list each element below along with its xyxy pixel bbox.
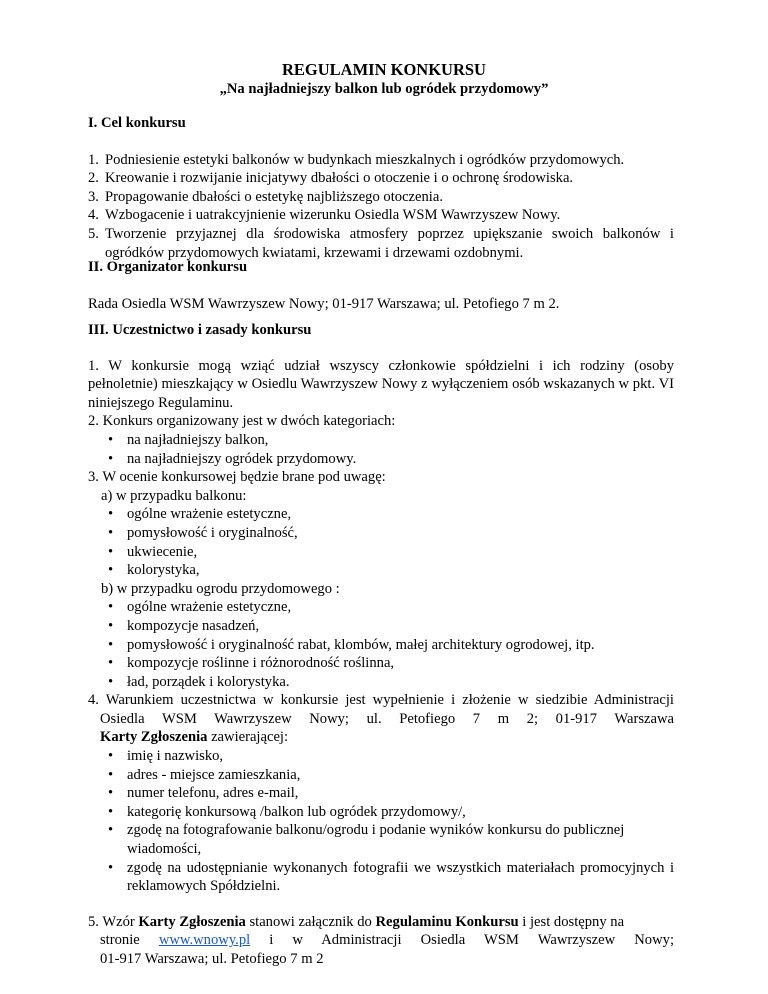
list-item: • kolorystyka, (88, 561, 674, 580)
list-item: • kompozycje nasadzeń, (88, 617, 674, 636)
text-run: stanowi załącznik do (245, 913, 376, 930)
list-item: • zgodę na fotografowanie balkonu/ogrodu i podanie wyników konkursu do publicznej wiadomości, (88, 821, 674, 858)
text-run: i jest dostępny na (518, 913, 625, 930)
bold-term: Karty Zgłoszenia (138, 913, 246, 930)
rules-subheading-garden: b) w przypadku ogrodu przydomowego : (101, 580, 340, 597)
item-number: 3. (88, 188, 99, 205)
section-heading: II. Organizator konkursu (88, 259, 248, 275)
item-number: 4. (88, 207, 99, 224)
text-run: 5. Wzór (88, 913, 139, 930)
text-run: stronie (100, 932, 159, 949)
rules-paragraph-3: 3. W ocenie konkursowej będzie brane pod uwagę: (88, 469, 386, 486)
text-run: i w Administracji Osiedla WSM Wawrzyszew Nowy; (250, 932, 674, 949)
list-item: • pomysłowość i oryginalność, (88, 524, 674, 543)
section-heading: I. Cel konkursu (88, 115, 186, 131)
paragraph-line: 01-917 Warszawa; ul. Petofiego 7 m 2 (100, 951, 324, 967)
bold-term: Karty Zgłoszenia (100, 729, 208, 746)
list-item: • pomysłowość i oryginalność rabat, klombów, małej architektury ogrodowej, itp. (88, 636, 674, 655)
item-text: Wzbogacenie i uatrakcyjnienie wizerunku Osiedla WSM Wawrzyszew Nowy. (105, 207, 561, 224)
list-item: • na najładniejszy ogródek przydomowy. (88, 450, 674, 469)
list-item: • numer telefonu, adres e-mail, (88, 784, 674, 803)
text-run: zawierającej: (207, 729, 289, 746)
list-item (88, 225, 674, 262)
paragraph-line: 4. Warunkiem uczestnictwa w konkursie jest wypełnienie i złożenie w siedzibie Administracji (88, 692, 674, 709)
rules-paragraph-4 (88, 691, 674, 747)
list-item: • kompozycje roślinne i różnorodność roślinna, (88, 654, 674, 673)
paragraph-line (88, 931, 674, 950)
list-item: • zgodę na udostępnianie wykonanych fotografii we wszystkich materiałach promocyjnych i reklamowych Spółdzielni. (88, 859, 674, 896)
list-item: • ład, porządek i kolorystyka. (88, 673, 674, 692)
paragraph-line: Osiedla WSM Wawrzyszew Nowy; ul. Petofiego 7 m 2; 01-917 Warszawa (100, 710, 674, 727)
section-goals (88, 114, 674, 262)
item-text: Kreowanie i rozwijanie inicjatywy dbałości o otoczenie i o ochronę środowiska. (105, 170, 574, 187)
section-organizer (88, 258, 674, 313)
item-number: 5. (88, 225, 99, 242)
item-number: 2. (88, 170, 99, 187)
paragraph-line (88, 728, 674, 747)
section-rules (88, 321, 674, 969)
list-item: • imię i nazwisko, (88, 747, 674, 766)
item-text: Tworzenie przyjaznej dla środowiska atmosfery poprzez upiększanie swoich balkonów i ogródków przydomowych kwiatami, krzewami i drzewami ozdobnymi. (105, 225, 674, 261)
item-text: Podniesienie estetyki balkonów w budynkach mieszkalnych i ogródków przydomowych. (105, 151, 625, 168)
list-item (88, 169, 674, 188)
document-title: REGULAMIN KONKURSU (282, 60, 486, 79)
rules-paragraph-2: 2. Konkurs organizowany jest w dwóch kategoriach: (88, 413, 396, 430)
bold-term: Regulaminu Konkursu (375, 913, 519, 930)
document-subtitle: „Na najładniejszy balkon lub ogródek przydomowy” (219, 81, 549, 97)
list-item: • kategorię konkursową /balkon lub ogródek przydomowy/, (88, 803, 674, 822)
list-item: • na najładniejszy balkon, (88, 431, 674, 450)
section-heading: III. Uczestnictwo i zasady konkursu (88, 322, 312, 338)
list-item (88, 188, 674, 207)
item-number: 1. (88, 151, 99, 168)
list-item: • adres - miejsce zamieszkania, (88, 766, 674, 785)
list-item (88, 151, 674, 170)
rules-subheading-balcony: a) w przypadku balkonu: (101, 487, 247, 504)
list-item: • ogólne wrażenie estetyczne, (88, 598, 674, 617)
goals-list (88, 151, 674, 263)
list-item: • ogólne wrażenie estetyczne, (88, 505, 674, 524)
paragraph-line (88, 913, 674, 932)
list-item: • ukwiecenie, (88, 543, 674, 562)
list-item (88, 206, 674, 225)
rules-paragraph-5 (88, 913, 674, 969)
website-link[interactable]: www.wnowy.pl (158, 932, 251, 949)
organizer-text: Rada Osiedla WSM Wawrzyszew Nowy; 01-917 Warszawa; ul. Petofiego 7 m 2. (88, 295, 560, 312)
rules-paragraph-1: 1. W konkursie mogą wziąć udział wszyscy członkowie spółdzielni i ich rodziny (osoby pełnoletnie) mieszkający w Osiedlu Wawrzyszew Nowy z wyłączeniem osób wskazanych w pkt. VI niniejszego Regulaminu. (88, 357, 674, 411)
item-text: Propagowanie dbałości o estetykę najbliższego otoczenia. (105, 188, 443, 205)
